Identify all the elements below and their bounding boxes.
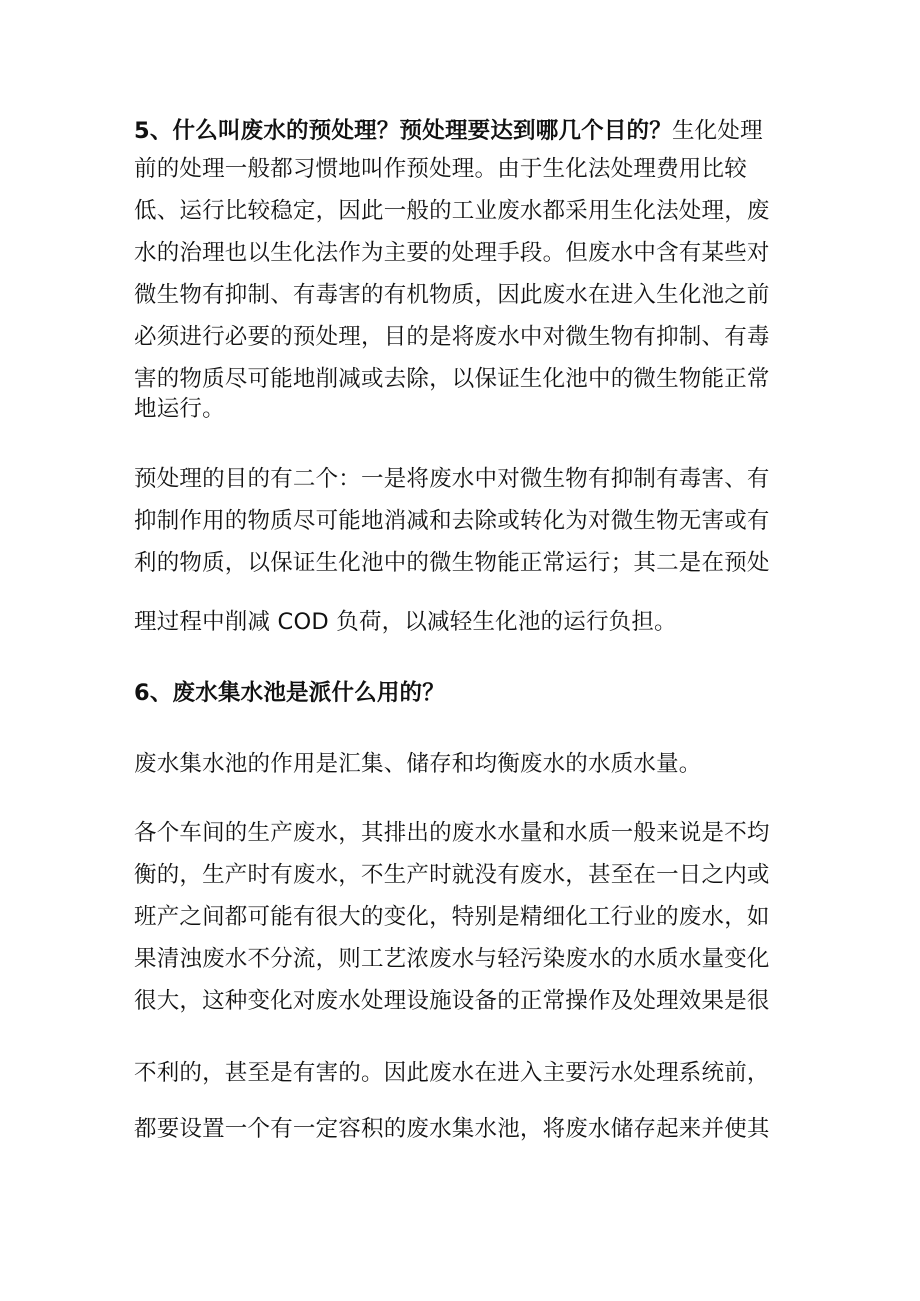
section6-line-1: 各个车间的生产废水，其排出的废水水量和水质一般来说是不均 xyxy=(134,820,770,846)
section6-line-3: 班产之间都可能有很大的变化，特别是精细化工行业的废水，如 xyxy=(134,904,770,930)
section6-answer: 废水集水池的作用是汇集、储存和均衡废水的水质水量。 xyxy=(134,751,702,777)
section6-line-7: 都要设置一个有一定容积的废水集水池，将废水储存起来并使其 xyxy=(134,1116,770,1142)
section6-heading: 6、废水集水池是派什么用的？ xyxy=(134,680,445,706)
section5-line-1-text: 生化处理 xyxy=(671,118,763,144)
section5-heading: 5、什么叫废水的预处理？预处理要达到哪几个目的？ xyxy=(134,118,672,144)
section5-line-2: 前的处理一般都习惯地叫作预处理。由于生化法处理费用比较 xyxy=(134,156,747,182)
section5-line-6: 必须进行必要的预处理，目的是将废水中对微生物有抑制、有毒 xyxy=(134,324,770,350)
purpose-line-3: 利的物质，以保证生化池中的微生物能正常运行；其二是在预处 xyxy=(134,550,770,576)
section5-line-8: 地运行。 xyxy=(134,396,225,422)
section5-line-7: 害的物质尽可能地削减或去除，以保证生化池中的微生物能正常 xyxy=(134,366,770,392)
section6-line-2: 衡的，生产时有废水，不生产时就没有废水，甚至在一日之内或 xyxy=(134,862,770,888)
section6-line-4: 果清浊废水不分流，则工艺浓废水与轻污染废水的水质水量变化 xyxy=(134,946,770,972)
section6-line-6: 不利的，甚至是有害的。因此废水在进入主要污水处理系统前， xyxy=(134,1060,770,1086)
section5-line-1 xyxy=(134,116,763,146)
section5-line-4: 水的治理也以生化法作为主要的处理手段。但废水中含有某些对 xyxy=(134,240,770,266)
purpose-line-1: 预处理的目的有二个：一是将废水中对微生物有抑制有毒害、有 xyxy=(134,466,770,492)
section5-line-3: 低、运行比较稳定，因此一般的工业废水都采用生化法处理，废 xyxy=(134,198,770,224)
section6-line-5: 很大，这种变化对废水处理设施设备的正常操作及处理效果是很 xyxy=(134,988,770,1014)
purpose-line-2: 抑制作用的物质尽可能地消减和去除或转化为对微生物无害或有 xyxy=(134,508,770,534)
section5-line-5: 微生物有抑制、有毒害的有机物质，因此废水在进入生化池之前 xyxy=(134,282,770,308)
purpose-line-4: 理过程中削减 COD 负荷，以减轻生化池的运行负担。 xyxy=(134,609,677,635)
